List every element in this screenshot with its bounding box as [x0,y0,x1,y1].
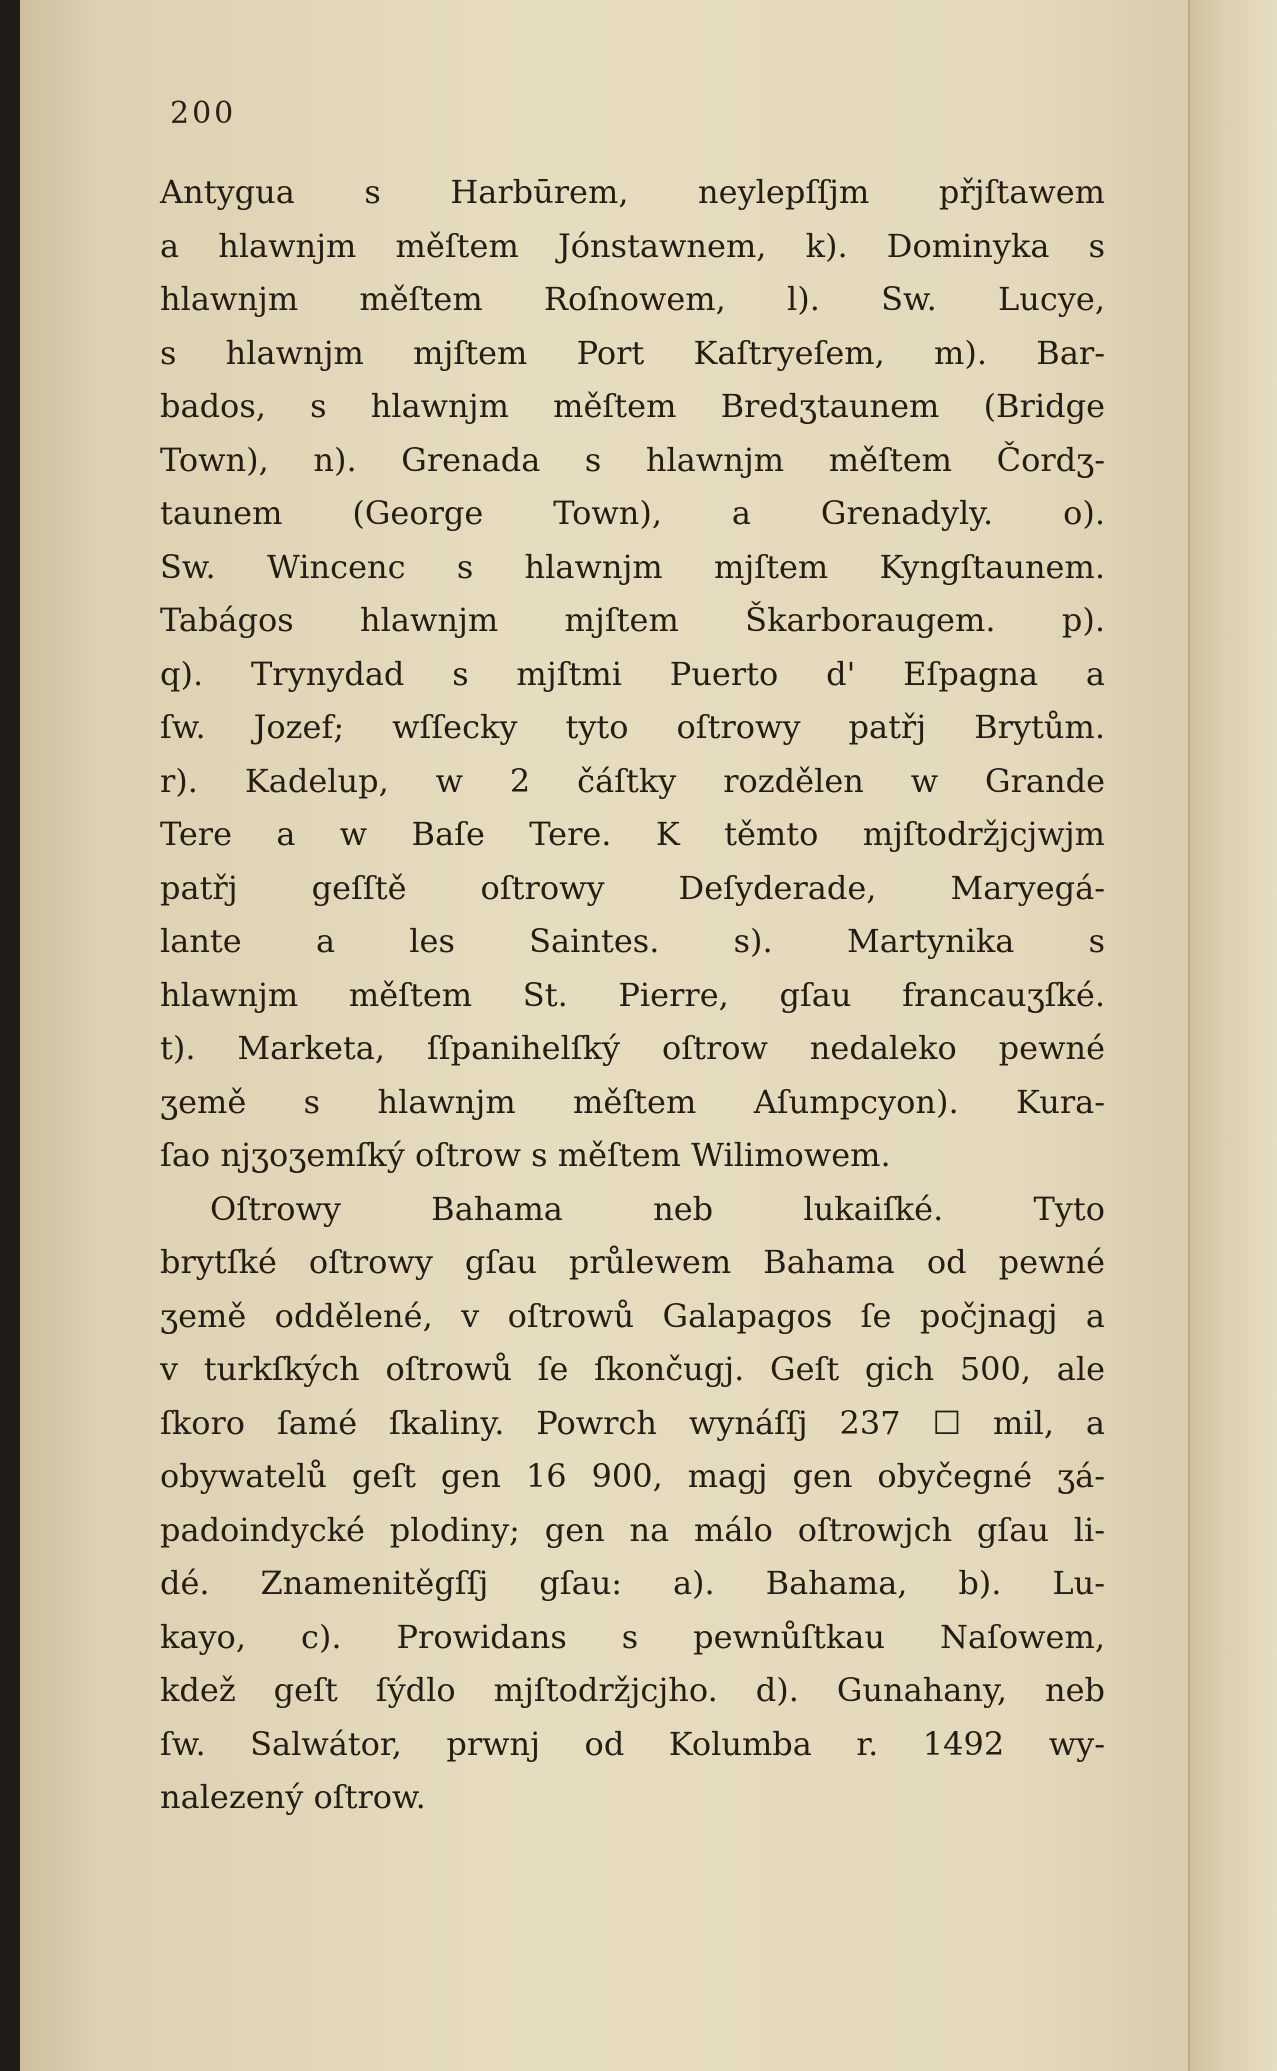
body-text [160,166,1105,1825]
text-line: ſkoro ſamé ſkaliny. Powrch wynáſſj 237 ☐ mil, a [160,1403,1105,1442]
text-line: padoindycké plodiny; gen na málo oſtrowjch gſau li- [160,1510,1105,1549]
text-line: nalezený oſtrow. [160,1778,426,1816]
text-line: taunem (George Town), a Grenadyly. o). [160,494,1105,532]
text-line: Tabágos hlawnjm mjſtem Škarboraugem. p). [160,601,1105,639]
text-line: ſw. Jozef; wſſecky tyto oſtrowy patřj Brytům. [160,708,1105,746]
text-line: r). Kadelup, w 2 čáſtky rozdělen w Grande [160,761,1105,800]
text-line: patřj geſſtě oſtrowy Deſyderade, Maryegá- [160,868,1105,907]
text-line: a hlawnjm měſtem Jónstawnem, k). Dominyka s [160,226,1105,265]
text-line: brytſké oſtrowy gſau průlewem Bahama od pewné [160,1243,1105,1281]
text-line: ʒemě oddělené, v oſtrowů Galapagos ſe počjnagj a [160,1296,1105,1335]
text-line: bados, s hlawnjm měſtem Bredʒtaunem (Bridge [160,387,1105,425]
text-line: ʒemě s hlawnjm měſtem Aſumpcyon). Kura- [160,1082,1105,1121]
text-line: Tere a w Baſe Tere. K těmto mjſtodržjcjwjm [160,815,1105,853]
text-line: Sw. Wincenc s hlawnjm mjſtem Kyngſtaunem. [160,547,1105,586]
text-line: hlawnjm měſtem St. Pierre, gſau francauʒſké. [160,975,1105,1014]
text-line: Antygua s Harbūrem, neylepſſjm přjſtawem [160,173,1105,211]
text-line: t). Marketa, ſſpanihelſký oſtrow nedaleko pewné [160,1029,1105,1067]
page-number: 200 [170,96,237,131]
text-line: lante a les Saintes. s). Martynika s [160,922,1105,960]
text-line: ſao njʒoʒemſký oſtrow s měſtem Wilimowem. [160,1136,891,1174]
next-page-edge [1188,0,1277,2071]
text-line: hlawnjm měſtem Roſnowem, l). Sw. Lucye, [160,280,1105,318]
text-line: kayo, c). Prowidans s pewnůſtkau Naſowem, [160,1617,1105,1656]
text-line: obywatelů geſt gen 16 900, magj gen obyčegné ʒá- [160,1457,1105,1495]
text-line: s hlawnjm mjſtem Port Kaſtryeſem, m). Bar- [160,333,1105,372]
text-line: kdež geſt ſýdlo mjſtodržjcjho. d). Gunahany, neb [160,1671,1105,1709]
text-line: Town), n). Grenada s hlawnjm měſtem Čordʒ- [160,440,1105,479]
text-line: dé. Znamenitěgſſj gſau: a). Bahama, b). Lu- [160,1564,1105,1602]
text-line: v turkſkých oſtrowů ſe ſkončugj. Geſt gich 500, ale [160,1350,1105,1388]
text-line: ſw. Salwátor, prwnj od Kolumba r. 1492 wy- [160,1724,1105,1763]
text-line: Oſtrowy Bahama neb lukaiſké. Tyto [210,1189,1105,1228]
text-line: q). Trynydad s mjſtmi Puerto d' Eſpagna a [160,654,1105,693]
